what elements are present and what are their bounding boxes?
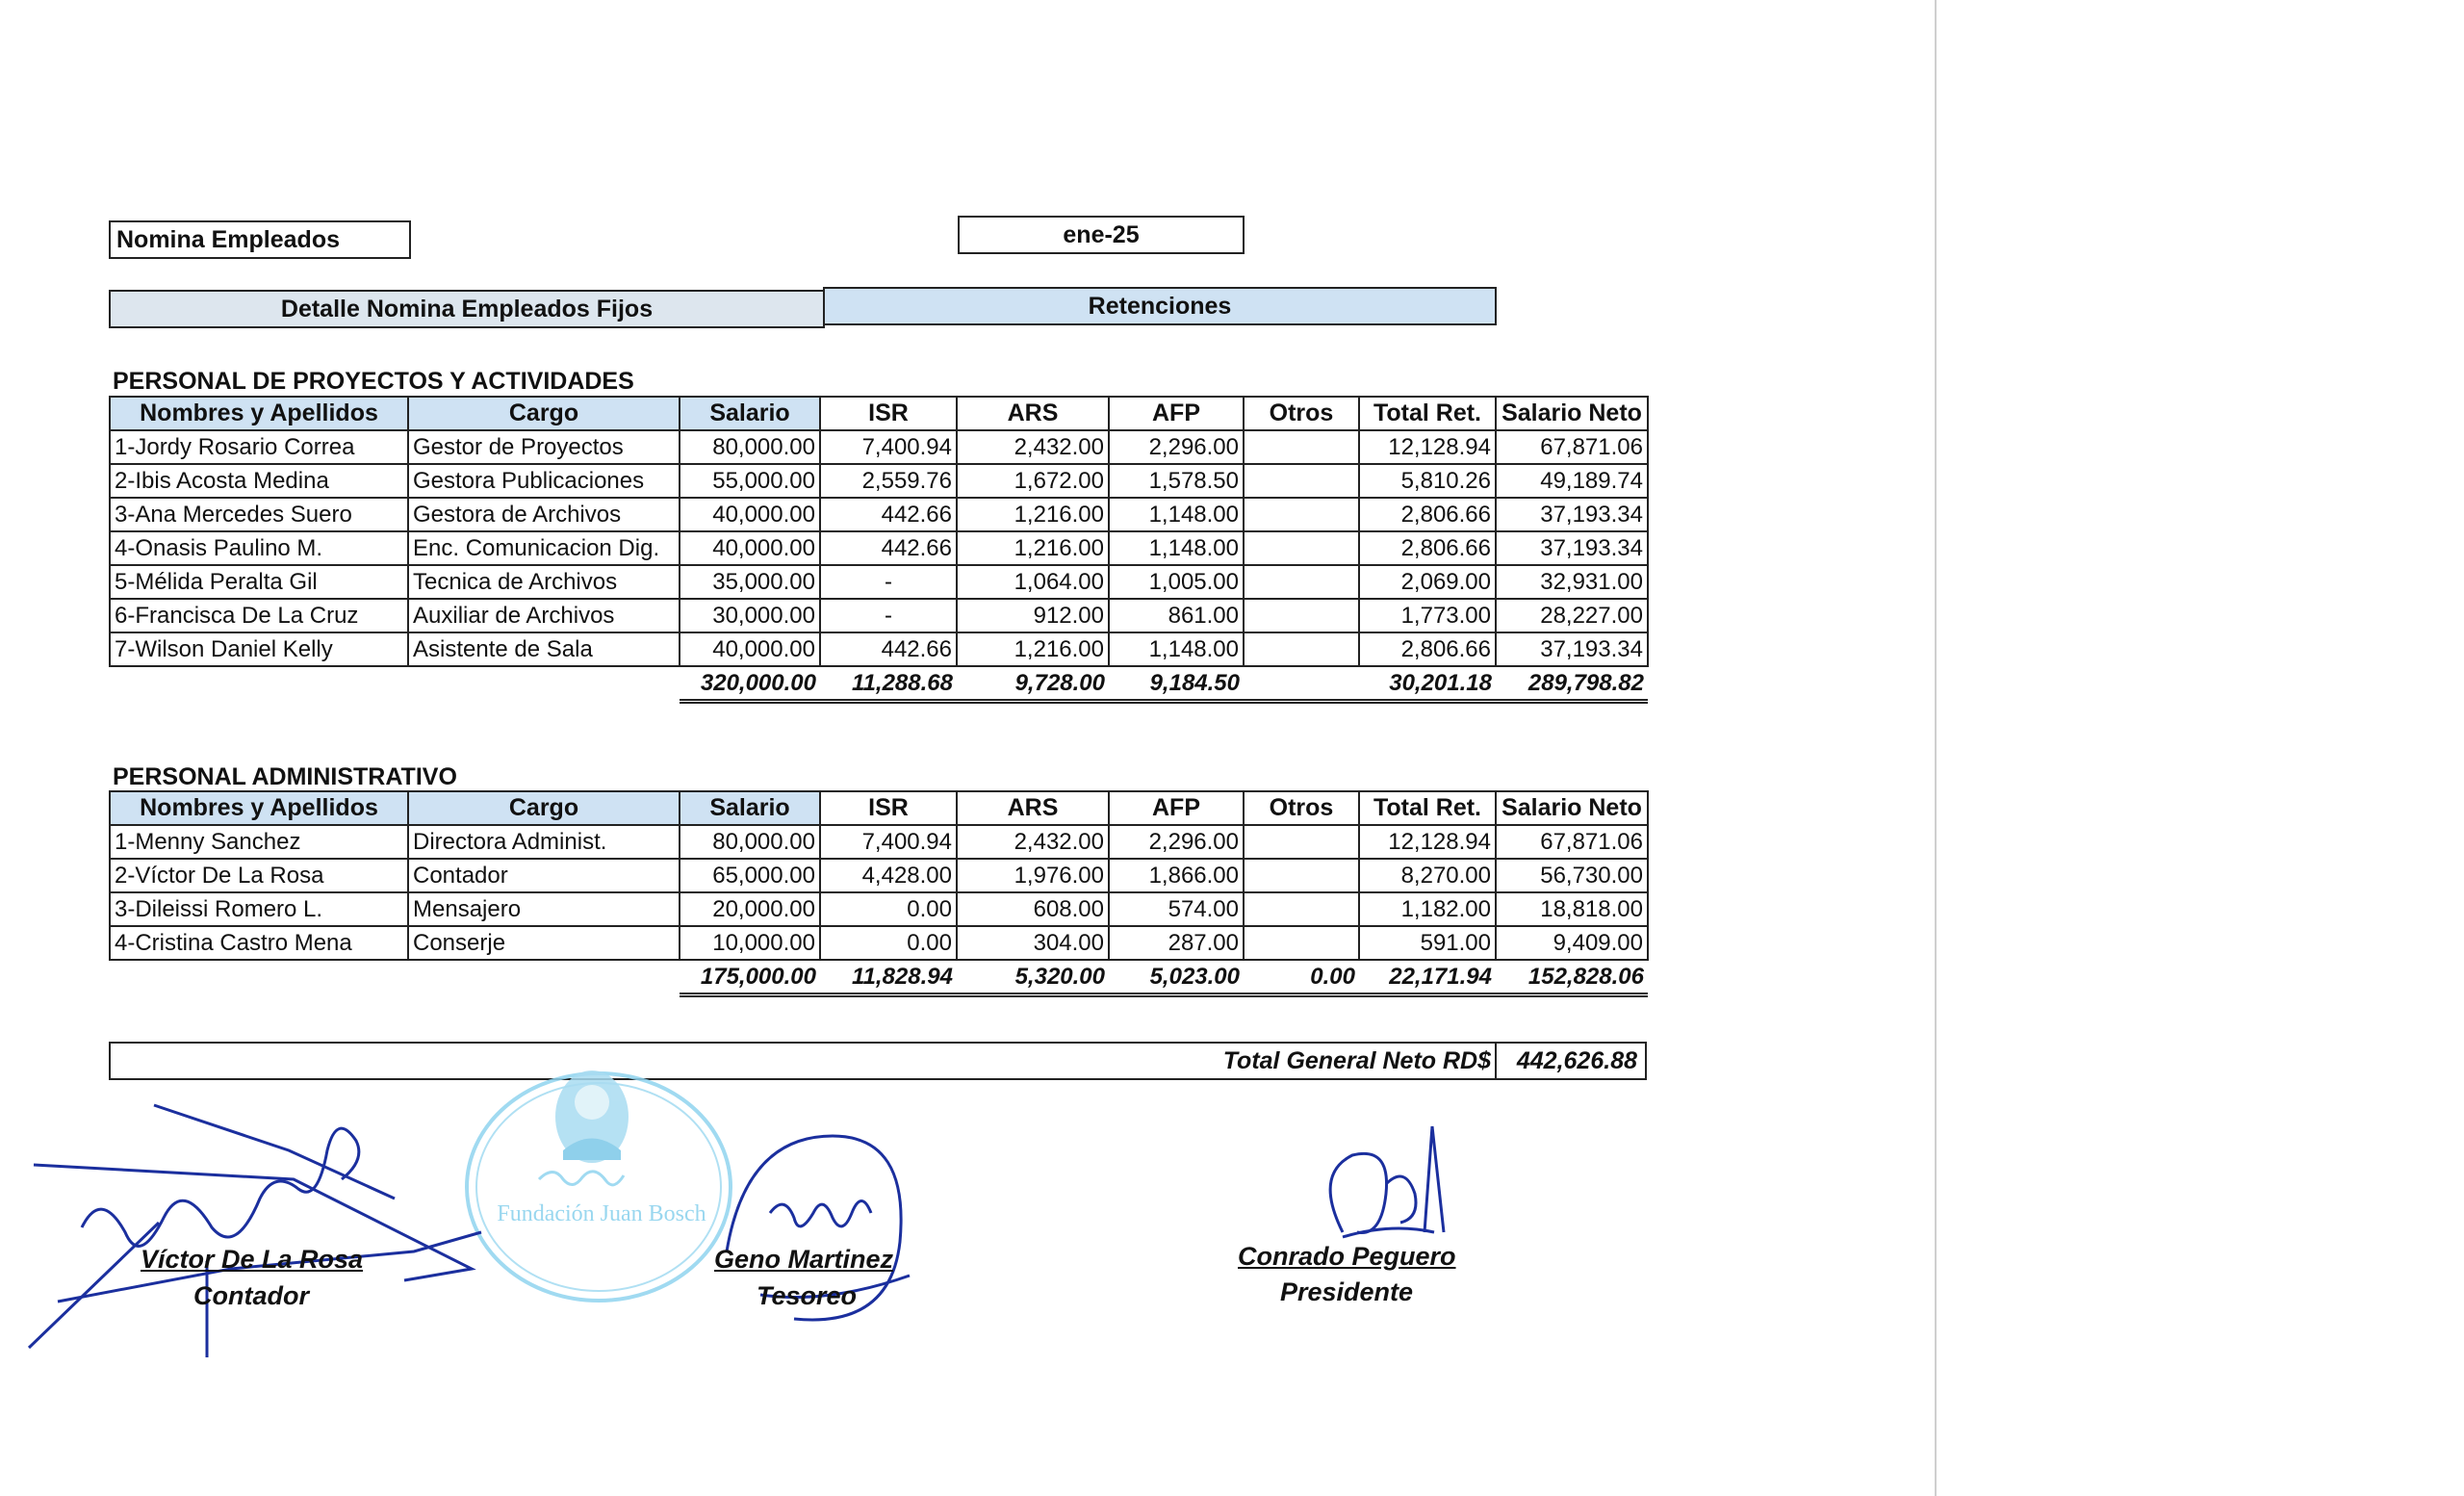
table-cell: 591.00	[1359, 926, 1496, 960]
total-cell: 320,000.00	[680, 666, 820, 702]
table-cell: 8,270.00	[1359, 859, 1496, 892]
table-cell: 1,005.00	[1109, 565, 1244, 599]
table-cell: 7,400.94	[820, 825, 957, 859]
total-cell: 0.00	[1244, 960, 1359, 995]
table-cell: 35,000.00	[680, 565, 820, 599]
col-header-name: Nombres y Apellidos	[110, 397, 408, 430]
table-cell: 2,559.76	[820, 464, 957, 498]
table-cell: 2-Víctor De La Rosa	[110, 859, 408, 892]
table-cell: 12,128.94	[1359, 825, 1496, 859]
signature-role-presidente: Presidente	[1280, 1277, 1414, 1306]
table-cell: Auxiliar de Archivos	[408, 599, 680, 632]
table-cell: 5-Mélida Peralta Gil	[110, 565, 408, 599]
col-header-salario: Salario	[680, 791, 820, 825]
payroll-title: Nomina Empleados	[116, 226, 340, 253]
stamp-portrait-icon	[555, 1070, 629, 1163]
table-cell: 10,000.00	[680, 926, 820, 960]
table-cell: 1,216.00	[957, 531, 1109, 565]
col-header-total-ret: Total Ret.	[1359, 397, 1496, 430]
grand-total-label: Total General Neto RD$	[1222, 1047, 1491, 1074]
table-cell: 4-Cristina Castro Mena	[110, 926, 408, 960]
col-header-otros: Otros	[1244, 791, 1359, 825]
signature-role-contador: Contador	[193, 1281, 309, 1310]
table-cell: 7-Wilson Daniel Kelly	[110, 632, 408, 666]
col-header-name: Nombres y Apellidos	[110, 791, 408, 825]
total-cell: 9,728.00	[957, 666, 1109, 702]
total-cell: 11,288.68	[820, 666, 957, 702]
table-cell: 49,189.74	[1496, 464, 1648, 498]
col-header-afp: AFP	[1109, 397, 1244, 430]
table-cell: 28,227.00	[1496, 599, 1648, 632]
col-header-salario: Salario	[680, 397, 820, 430]
projects-section-title: PERSONAL DE PROYECTOS Y ACTIVIDADES	[113, 368, 634, 395]
table-cell: 0.00	[820, 892, 957, 926]
table-cell: 1-Menny Sanchez	[110, 825, 408, 859]
stamp-text: Fundación Juan Bosch	[497, 1201, 706, 1226]
table-cell: -	[820, 565, 957, 599]
col-header-salario-neto: Salario Neto	[1496, 791, 1648, 825]
table-cell: 2,296.00	[1109, 825, 1244, 859]
page-right-margin	[1935, 0, 2464, 1496]
table-cell: 12,128.94	[1359, 430, 1496, 464]
table-cell: 3-Ana Mercedes Suero	[110, 498, 408, 531]
table-cell: -	[820, 599, 957, 632]
signature-role-tesorero: Tesoreo	[757, 1281, 858, 1310]
col-header-otros: Otros	[1244, 397, 1359, 430]
table-cell: Gestor de Proyectos	[408, 430, 680, 464]
table-cell: 1,148.00	[1109, 498, 1244, 531]
table-cell: 9,409.00	[1496, 926, 1648, 960]
table-cell: 1,866.00	[1109, 859, 1244, 892]
table-cell: 37,193.34	[1496, 632, 1648, 666]
table-cell: 1,773.00	[1359, 599, 1496, 632]
table-cell: Tecnica de Archivos	[408, 565, 680, 599]
col-header-ars: ARS	[957, 791, 1109, 825]
total-cell: 5,023.00	[1109, 960, 1244, 995]
col-header-total-ret: Total Ret.	[1359, 791, 1496, 825]
table-cell: 67,871.06	[1496, 430, 1648, 464]
table-cell: 608.00	[957, 892, 1109, 926]
table-cell: Mensajero	[408, 892, 680, 926]
table-cell: 2,069.00	[1359, 565, 1496, 599]
detail-header-label: Detalle Nomina Empleados Fijos	[280, 296, 654, 322]
table-cell: 18,818.00	[1496, 892, 1648, 926]
table-cell: 4,428.00	[820, 859, 957, 892]
table-cell: 287.00	[1109, 926, 1244, 960]
retenciones-header-label: Retenciones	[1088, 293, 1232, 320]
table-cell: 56,730.00	[1496, 859, 1648, 892]
table-cell: 40,000.00	[680, 498, 820, 531]
table-cell: 32,931.00	[1496, 565, 1648, 599]
table-cell: 1,064.00	[957, 565, 1109, 599]
table-cell: 574.00	[1109, 892, 1244, 926]
foundation-stamp	[467, 1070, 731, 1301]
table-cell: 1,182.00	[1359, 892, 1496, 926]
col-header-ars: ARS	[957, 397, 1109, 430]
signature-name-presidente: Conrado Peguero	[1238, 1242, 1456, 1271]
table-cell: 2,806.66	[1359, 531, 1496, 565]
col-header-cargo: Cargo	[408, 397, 680, 430]
contador-signature	[29, 1105, 481, 1357]
table-cell: 0.00	[820, 926, 957, 960]
table-cell: Enc. Comunicacion Dig.	[408, 531, 680, 565]
signature-name-tesorero: Geno Martinez	[714, 1245, 894, 1274]
table-cell: 2,806.66	[1359, 498, 1496, 531]
table-cell: 2,432.00	[957, 430, 1109, 464]
table-cell: Directora Administ.	[408, 825, 680, 859]
table-cell: 67,871.06	[1496, 825, 1648, 859]
table-cell: 5,810.26	[1359, 464, 1496, 498]
table-cell: 40,000.00	[680, 632, 820, 666]
table-cell: 2,432.00	[957, 825, 1109, 859]
col-header-cargo: Cargo	[408, 791, 680, 825]
period-label: ene-25	[1063, 221, 1140, 248]
table-cell: 1,148.00	[1109, 632, 1244, 666]
total-cell: 9,184.50	[1109, 666, 1244, 702]
total-cell: 11,828.94	[820, 960, 957, 995]
col-header-isr: ISR	[820, 791, 957, 825]
table-cell: 1,578.50	[1109, 464, 1244, 498]
table-cell: 1,148.00	[1109, 531, 1244, 565]
col-header-afp: AFP	[1109, 791, 1244, 825]
table-cell: 1-Jordy Rosario Correa	[110, 430, 408, 464]
table-cell: 3-Dileissi Romero L.	[110, 892, 408, 926]
table-cell: 65,000.00	[680, 859, 820, 892]
total-cell: 289,798.82	[1496, 666, 1648, 702]
total-cell: 175,000.00	[680, 960, 820, 995]
signature-name-contador: Víctor De La Rosa	[141, 1245, 364, 1274]
table-cell: 2,806.66	[1359, 632, 1496, 666]
admin-section-title: PERSONAL ADMINISTRATIVO	[113, 763, 457, 790]
col-header-isr: ISR	[820, 397, 957, 430]
col-header-salario-neto: Salario Neto	[1496, 397, 1648, 430]
table-cell: Gestora Publicaciones	[408, 464, 680, 498]
table-cell: 442.66	[820, 498, 957, 531]
total-cell: 22,171.94	[1359, 960, 1496, 995]
table-cell: Contador	[408, 859, 680, 892]
table-cell: 861.00	[1109, 599, 1244, 632]
table-cell: 1,976.00	[957, 859, 1109, 892]
grand-total-value: 442,626.88	[1495, 1044, 1645, 1078]
table-cell: 80,000.00	[680, 430, 820, 464]
table-cell: Gestora de Archivos	[408, 498, 680, 531]
table-cell: 37,193.34	[1496, 531, 1648, 565]
table-cell: 1,216.00	[957, 632, 1109, 666]
table-cell: 442.66	[820, 632, 957, 666]
table-cell: 4-Onasis Paulino M.	[110, 531, 408, 565]
total-cell: 30,201.18	[1359, 666, 1496, 702]
total-cell: 152,828.06	[1496, 960, 1648, 995]
table-cell: 37,193.34	[1496, 498, 1648, 531]
table-cell: 1,672.00	[957, 464, 1109, 498]
table-cell: 55,000.00	[680, 464, 820, 498]
table-cell: 80,000.00	[680, 825, 820, 859]
table-cell: 1,216.00	[957, 498, 1109, 531]
table-cell: 2,296.00	[1109, 430, 1244, 464]
table-cell: 40,000.00	[680, 531, 820, 565]
table-cell: Asistente de Sala	[408, 632, 680, 666]
table-cell: 442.66	[820, 531, 957, 565]
total-cell: 5,320.00	[957, 960, 1109, 995]
table-cell: 30,000.00	[680, 599, 820, 632]
table-cell: 6-Francisca De La Cruz	[110, 599, 408, 632]
presidente-signature	[1330, 1126, 1444, 1237]
table-cell: 20,000.00	[680, 892, 820, 926]
table-cell: 2-Ibis Acosta Medina	[110, 464, 408, 498]
table-cell: 912.00	[957, 599, 1109, 632]
table-cell: 304.00	[957, 926, 1109, 960]
table-cell: Conserje	[408, 926, 680, 960]
table-cell: 7,400.94	[820, 430, 957, 464]
